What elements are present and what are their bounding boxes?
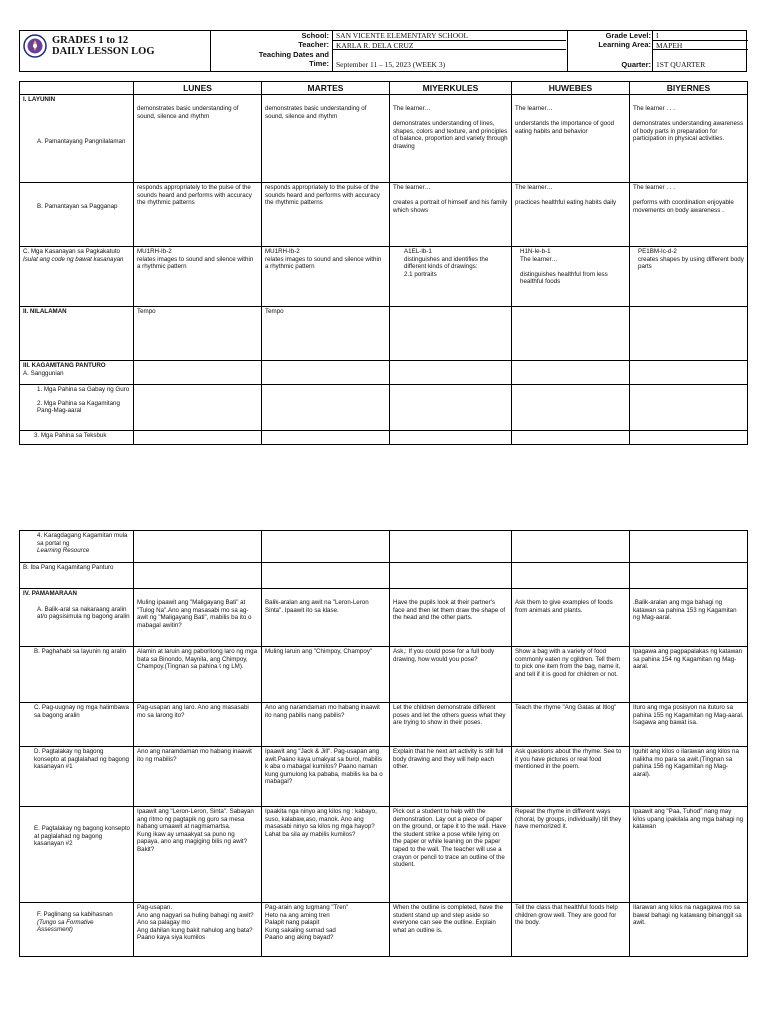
cell-c-biyernes: PE1BM-Ic-d-2 creates shapes by using different body parts <box>630 247 748 307</box>
cell-4d-biyernes: Iguhit ang kilos o ilarawan ang kilos na nalikha mo para sa awit.(Tingnan sa pahina 156 ng Kagamitan ng Mag-aaral). <box>630 747 748 807</box>
label-iba-pang-kagamitan: B. Iba Pang Kagamitang Panturo <box>20 563 134 589</box>
learning-area-label: Learning Area: <box>598 40 651 49</box>
cell-b-miyerkules: The learner… creates a portrait of himself and his family which shows <box>390 183 512 247</box>
row-label-mga-kasanayan <box>20 247 134 307</box>
lesson-log-table-bottom <box>19 530 748 957</box>
corner-cell <box>20 82 134 95</box>
label-row-c: C. Pag-uugnay ng mga halimbawa sa bagong aralin <box>20 703 134 747</box>
day-header-biyernes: BIYERNES <box>630 82 748 95</box>
row-label-karagdagang-kagamitan <box>20 531 134 563</box>
header-right-block <box>567 31 748 71</box>
cell-4f-lunes: Pag-usapan. Ano ang nagyari sa huling bahagi ng awit? Ano sa palagay mo Ang dahilan kung bakit nahulog ang bata? Paano kaya siya kumilos <box>134 903 262 957</box>
cell-4a-martes: Balik-aralan ang awit na "Leron-Leron Sinta". Ipaawit ito sa klase. <box>262 589 390 647</box>
day-header-martes: MARTES <box>262 82 390 95</box>
label-c-sub: Isulat ang code ng bawat kasanayan <box>23 255 124 263</box>
row-label-balik-aral <box>20 589 134 647</box>
dates-label-2: Time: <box>309 59 329 68</box>
title-line-1: GRADES 1 to 12 <box>52 35 129 46</box>
cell-c-lunes: MU1RH-Ib-2 relates images to sound and silence within a rhythmic pattern <box>134 247 262 307</box>
header-info-block <box>210 31 567 71</box>
cell-c-huwebes: H1N-Ie-b-1 The learner… distinguishes healthful from less healthful foods <box>512 247 630 307</box>
cell-4f-biyernes: Ilarawan ang kilos na nagagawa mo sa bawat bahagi ng katawang binanggit sa awit. <box>630 903 748 957</box>
cell-nilalaman-martes: Tempo <box>262 307 390 361</box>
label-row-f: F. Paglinang sa kabihasnan <box>37 911 113 918</box>
document-title <box>52 35 155 57</box>
label-s3: 3. Mga Pahina sa Teksbuk <box>20 431 134 445</box>
cell-4b-huwebes: Show a bag with a variety of food commonly eaten ny cgildren. Tell them to pick one item from the bag, name it, and tell if it is good for children or not. <box>512 647 630 703</box>
cell-4c-martes: Ano ang naramdaman mo habang inaawit ito nang pabilis nang pabilis? <box>262 703 390 747</box>
cell-a-martes: demonstrates basic understanding of sound, silence and rhythm <box>262 95 390 183</box>
cell-4d-miyerkules: Explain that he next art activity is still full body drawing and they will help each other. <box>390 747 512 807</box>
dates-value: September 11 – 15, 2023 (WEEK 3) <box>332 49 566 71</box>
day-header-lunes: LUNES <box>134 82 262 95</box>
label-row-e: E. Pagtalakay ng bagong konsepto at paglalahad ng bagong kasanayan #2 <box>20 807 134 903</box>
grade-level-value: I <box>652 31 748 40</box>
label-s4: 4. Karagdagang Kagamitan mula sa portal ng <box>37 532 128 547</box>
quarter-value: 1ST QUARTER <box>652 49 748 71</box>
label-nilalaman: II. NILALAMAN <box>20 307 134 361</box>
teacher-value: KARLA R. DELA CRUZ <box>332 40 566 49</box>
cell-nilalaman-biyernes <box>630 307 748 361</box>
cell-4a-huwebes: Ask them to give examples of foods from animals and plants. <box>512 589 630 647</box>
section-kagamitang-panturo: III. KAGAMITANG PANTURO <box>23 362 106 369</box>
cell-nilalaman-lunes: Tempo <box>134 307 262 361</box>
cell-a-lunes: demonstrates basic understanding of sound, silence and rhythm <box>134 95 262 183</box>
teacher-label: Teacher: <box>298 40 329 49</box>
cell-4b-lunes: Alamin at laruin ang paboritong laro ng mga bata sa Binondo, Maynila, ang Chimpoy, Champoy.(Tingnan sa pahina t ng LM). <box>134 647 262 703</box>
cell-4e-biyernes: Ipaawit ang "Paa, Tuhod" nang may kilos upang ipakilala ang mga bahagi ng katawan <box>630 807 748 903</box>
label-row-f-sub: (Tungo sa Formative Assessment) <box>37 918 94 934</box>
cell-c-martes: MU1RH-Ib-2 relates images to sound and silence within a rhythmic pattern <box>262 247 390 307</box>
cell-b-biyernes: The learner . . . performs with coordination enjoyable movements on body awareness . <box>630 183 748 247</box>
title-line-2: DAILY LESSON LOG <box>52 46 155 57</box>
cell-4a-lunes: Muling ipaawit ang "Maligayang Bati" at "Tulog Na".Ano ang masasabi mo sa ag-awit ng "Maligayang Bati", mabilis ba ito o mabagal awitin? <box>134 589 262 647</box>
cell-a-miyerkules: The learner… demonstrates understanding of lines, shapes, colors and texture, and principles of balance, proportion and variety through drawing <box>390 95 512 183</box>
logo-block <box>20 31 211 71</box>
cell-a-huwebes: The learner… understands the importance of good eating habits and behavior <box>512 95 630 183</box>
cell-nilalaman-huwebes <box>512 307 630 361</box>
cell-4c-lunes: Pag-usapan ang laro. Ano ang masasabi mo sa larong ito? <box>134 703 262 747</box>
cell-4f-miyerkules: When the outline is completed, have the student stand up and step aside so everyone can see the outline. Explain what an outline is. <box>390 903 512 957</box>
cell-4f-huwebes: Tell the class that healthful foods help children grow well. They are good for the body. <box>512 903 630 957</box>
cell-4e-lunes: Ipaawit ang "Leron-Leron, Sinta". Sabayan ang ritmo ng pagtapik ng guro sa mesa habang umaawit at nagmamartsa. Kung ikaw ay umaakyat sa puno ng papaya, ano ang magiging bilis ng awit?Bakit? <box>134 807 262 903</box>
cell-4d-lunes: Ano ang naramdaman mo habang inaawit ito ng mabilis? <box>134 747 262 807</box>
cell-4e-miyerkules: Pick out a student to help with the demonstration. Lay out a piece of paper on the ground, or tape it to the wall. Have the student strike a pose while lying on the paper or while leaning on the paper taped to the wall. The teacher will use a crayon or pencil to trace an outline of the student. <box>390 807 512 903</box>
deped-seal-icon <box>23 34 47 58</box>
row-label-gabay-pang-mag-aaral <box>20 385 134 431</box>
row-label-kagamitan <box>20 361 134 385</box>
school-label: School: <box>301 31 329 40</box>
cell-4d-martes: Ipaawit ang "Jack & Jill". Pag-usapan ang awit.Paano kaya umakyat sa burol, mabilis k aba o mabagal kumilos? Paano naman kung gumulong ka pababa, mabilis ka ba o mabagal? <box>262 747 390 807</box>
label-row-d: D. Pagtalakay ng bagong konsepto at paglalahad ng bagong kasanayan #1 <box>20 747 134 807</box>
lesson-log-table-top <box>19 81 748 445</box>
day-header-huwebes: HUWEBES <box>512 82 630 95</box>
cell-c-miyerkules: A1EL-Ib-1 distinguishes and identifies the different kinds of drawings: 2.1 portraits <box>390 247 512 307</box>
cell-4c-miyerkules: Let the children demonstrate different poses and let the others guess what they are trying to show in their poses. <box>390 703 512 747</box>
cell-b-martes: responds appropriately to the pulse of the sounds heard and performs with accuracy the rhythmic patterns <box>262 183 390 247</box>
cell-4d-huwebes: Ask questions about the rhyme. See to it you have pictures or real food mentioned in the poem. <box>512 747 630 807</box>
cell-4a-miyerkules: Have the pupils look at their partner's face and then let them draw the shape of the head and the other parts. <box>390 589 512 647</box>
day-header-miyerkules: MIYERKULES <box>390 82 512 95</box>
cell-4b-biyernes: Ipagawa ang pagpapalakas ng katawan sa pahina 154 ng Kagamitan ng Mag-aaral. <box>630 647 748 703</box>
label-b: B. Pamantayan sa Pagganap <box>37 203 118 210</box>
cell-b-huwebes: The learner… practices healthful eating habits daily <box>512 183 630 247</box>
label-c: C. Mga Kasanayan sa Pagkakatuto <box>23 248 120 255</box>
row-label-pamantayang-pangnilalaman <box>20 95 134 183</box>
cell-nilalaman-miyerkules <box>390 307 512 361</box>
label-sanggunian: A. Sanggunian <box>23 369 64 377</box>
cell-4a-biyernes: .Balik-aralan ang mga bahagi ng katawan sa pahina 153 ng Kagamitan ng Mag-aaral. <box>630 589 748 647</box>
label-s1: 1. Mga Pahina sa Gabay ng Guro <box>37 386 130 393</box>
school-value: SAN VICENTE ELEMENTARY SCHOOL <box>332 31 566 40</box>
cell-4e-martes: Ipaakita nga ninyo ang kilos ng : kabayo, suso, kalabaw,aso, manok. Ano ang masasabi ninyo sa kilos ng mga hayop? Lahat ba sila ay mabilis kumilos? <box>262 807 390 903</box>
cell-4e-huwebes: Repeat the rhyme in different ways (choral, by groups, individually) till they have memorized it. <box>512 807 630 903</box>
label-s4-sub: Learning Resource <box>37 547 90 555</box>
row-label-paglinang <box>20 903 134 957</box>
label-row-b: B. Paghahabi sa layunin ng aralin <box>20 647 134 703</box>
cell-4c-biyernes: Ituro ang mga posisyon na ituturo sa pahina 155 ng Kagamitan ng Mag-aaral. Isagawa ang bawat isa. <box>630 703 748 747</box>
section-layunin: I. LAYUNIN <box>23 96 56 103</box>
cell-4c-huwebes: Teach the rhyme "Ang Gatas at Itlog" <box>512 703 630 747</box>
label-s2: 2. Mga Pahina sa Kagamitang Pang-Mag-aaral <box>37 399 120 415</box>
grade-level-label: Grade Level: <box>605 31 651 40</box>
learning-area-value: MAPEH <box>652 40 748 49</box>
dates-label-1: Teaching Dates and <box>258 50 329 59</box>
header-panel <box>19 30 747 72</box>
quarter-label: Quarter: <box>621 60 651 69</box>
cell-4b-miyerkules: Ask,: If you could pose for a full body drawing, how would you pose? <box>390 647 512 703</box>
cell-a-biyernes: The learner . . . demonstrates understanding awareness of body parts in preparation for participation in physical activities. <box>630 95 748 183</box>
label-a: A. Pamantayang Pangnilalaman <box>37 137 126 145</box>
cell-4f-martes: Pag-arain ang tugmang "Tren" Heto na ang aming tren Palapit nang palapit Kung sakaling sumad sad Paano ang aking bayad? <box>262 903 390 957</box>
row-label-pamantayan-sa-pagganap <box>20 183 134 247</box>
cell-b-lunes: responds appropriately to the pulse of the sounds heard and performs with accuracy the rhythmic patterns <box>134 183 262 247</box>
cell-4b-martes: Muling laruin ang "Chimpoy, Champoy" <box>262 647 390 703</box>
label-row-a: A. Balik-aral sa nakaraang aralin at/o pagsisimula ng bagong aralin <box>37 605 130 621</box>
section-pamamaraan: IV. PAMAMARAAN <box>23 590 77 597</box>
